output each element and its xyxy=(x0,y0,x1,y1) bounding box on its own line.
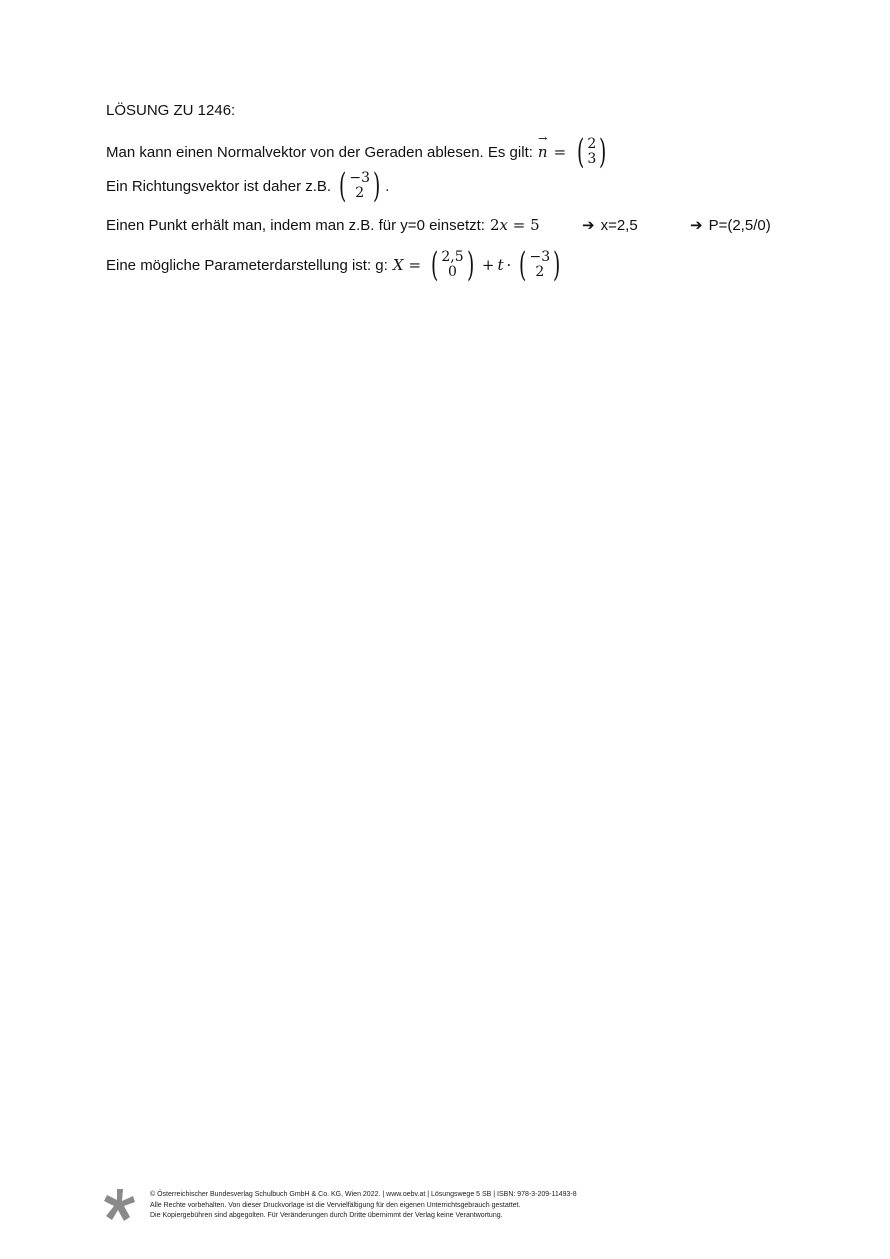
normal-vector-line xyxy=(106,132,612,172)
sentence-period: . xyxy=(385,177,390,195)
point-text: Einen Punkt erhält man, indem man z.B. für y=0 einsetzt: xyxy=(106,216,485,234)
normal-vector: ( 2 3 ) xyxy=(577,132,607,172)
direction-vector-text: Ein Richtungsvektor ist daher z.B. xyxy=(106,177,332,195)
footer-line: Die Kopiergebühren sind abgegolten. Für Veränderungen durch Dritte übernimmt der Verlag keine Verantwortung. xyxy=(150,1212,503,1219)
equation: 2x = 5 xyxy=(489,216,540,234)
parameter-text: Eine mögliche Parameterdarstellung ist: g: xyxy=(106,256,388,274)
parameter-t: t xyxy=(497,256,504,274)
normal-vector-symbol: → n xyxy=(537,132,548,161)
dot-operator: · xyxy=(506,256,512,274)
plus-sign: + xyxy=(481,256,495,274)
equals-sign: = xyxy=(408,256,422,274)
vector-component: 2,5 xyxy=(441,249,464,265)
direction-vector: ( −3 2 ) xyxy=(519,245,561,285)
variable-x: X xyxy=(392,256,404,274)
vector-component: 2 xyxy=(355,185,365,201)
oebv-asterisk-logo-icon xyxy=(104,1188,136,1222)
point-vector: ( 2,5 0 ) xyxy=(431,245,474,285)
vector-component: 2 xyxy=(535,264,545,280)
copyright-footer xyxy=(150,1190,577,1222)
footer-line: Alle Rechte vorbehalten. Von dieser Druckvorlage ist die Vervielfältigung für den eigenen Unterrichtsgebrauch gestattet. xyxy=(150,1201,521,1209)
equals-sign: = xyxy=(553,143,567,161)
parameter-line xyxy=(106,245,565,285)
vector-component: 3 xyxy=(587,151,597,167)
footer-line: © Österreichischer Bundesverlag Schulbuch GmbH & Co. KG, Wien 2022. | www.oebv.at | Lösungswege 5 SB | ISBN: 978-3-209-11493-8 xyxy=(150,1191,577,1198)
vector-component: −3 xyxy=(529,249,551,265)
point-line xyxy=(106,216,786,234)
direction-vector: ( −3 2 ) xyxy=(339,166,381,206)
solution-heading: LÖSUNG ZU 1246: xyxy=(106,102,236,119)
right-arrow-icon: ➔ xyxy=(582,216,595,234)
result-point: ➔ P=(2,5/0) xyxy=(690,216,771,234)
normal-vector-text: Man kann einen Normalvektor von der Geraden ablesen. Es gilt: xyxy=(106,143,533,161)
direction-vector-line xyxy=(106,166,390,206)
right-arrow-icon: ➔ xyxy=(690,216,703,234)
result-x: ➔ x=2,5 xyxy=(582,216,638,234)
vector-component: −3 xyxy=(349,170,371,186)
vector-component: 0 xyxy=(448,264,457,280)
vector-component: 2 xyxy=(587,136,597,152)
